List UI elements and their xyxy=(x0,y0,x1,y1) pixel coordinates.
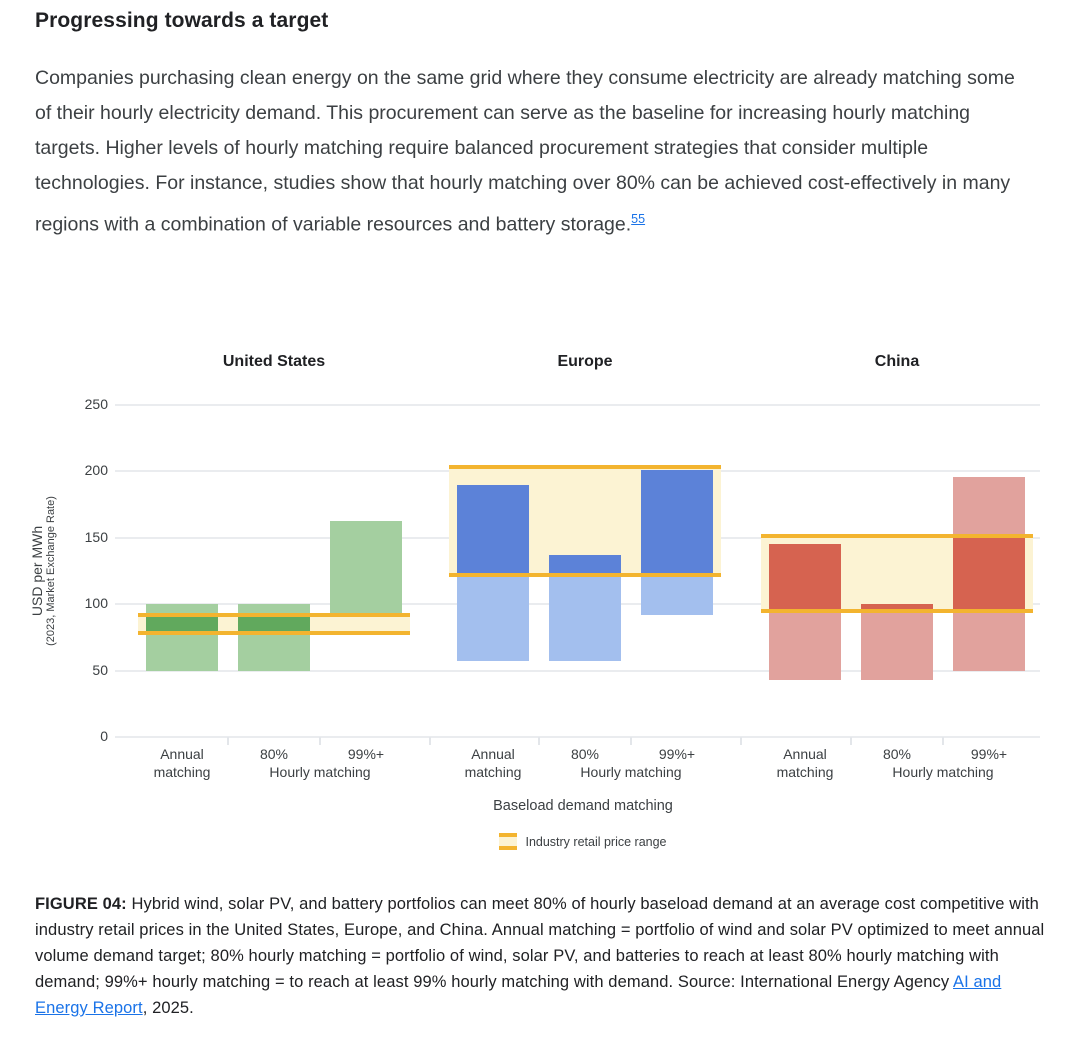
x-category-label: Hourly matching xyxy=(269,764,371,780)
x-category-label: 80% xyxy=(570,746,600,762)
section-heading: Progressing towards a target xyxy=(35,9,329,32)
axis-tick xyxy=(942,737,944,745)
x-category-label: matching xyxy=(776,764,834,780)
x-category-label: matching xyxy=(153,764,211,780)
gridline-0 xyxy=(115,736,1040,738)
x-category-label: 99%+ xyxy=(658,746,696,762)
chart-legend xyxy=(408,833,758,850)
figure-chart xyxy=(0,330,1070,890)
x-axis-title: Baseload demand matching xyxy=(493,798,673,814)
gridline-250 xyxy=(115,404,1040,406)
retail-price-band-bottom-line xyxy=(761,609,1033,613)
figure-caption xyxy=(35,891,1047,1021)
y-axis-title-sub: (2023, Market Exchange Rate) xyxy=(45,496,57,646)
bar-segment xyxy=(641,575,713,615)
retail-price-band-bottom-line xyxy=(449,573,721,577)
footnote-ref xyxy=(631,209,645,227)
bar-segment xyxy=(457,485,529,575)
bar-europe-80-hourly-matching xyxy=(549,555,621,661)
bar-china-80-hourly-matching xyxy=(861,604,933,680)
bar-segment xyxy=(330,521,402,615)
retail-price-band-bottom-line xyxy=(138,631,410,635)
y-tick-label: 50 xyxy=(92,661,108,678)
bar-segment xyxy=(953,477,1025,537)
figure-label: FIGURE 04: xyxy=(35,895,127,913)
bar-segment xyxy=(146,633,218,670)
footnote-55-link[interactable]: 55 xyxy=(631,212,646,226)
x-category-label: matching xyxy=(464,764,522,780)
caption-text-after: , 2025. xyxy=(142,999,194,1017)
panel-title-china: China xyxy=(874,353,920,370)
bar-segment xyxy=(953,611,1025,671)
panel-title-europe: Europe xyxy=(557,353,613,370)
x-category-label: 99%+ xyxy=(970,746,1008,762)
y-tick-label: 250 xyxy=(84,396,108,412)
bar-europe-99-hourly-matching xyxy=(641,470,713,615)
axis-tick xyxy=(850,737,852,745)
legend-label: Industry retail price range xyxy=(525,834,667,849)
bar-china-99-hourly-matching xyxy=(953,477,1025,671)
y-tick-label: 0 xyxy=(100,728,108,744)
x-category-label: Annual xyxy=(783,746,827,762)
axis-tick xyxy=(538,737,540,745)
y-axis-title-main: USD per MWh xyxy=(29,525,45,617)
axis-tick xyxy=(630,737,632,745)
x-category-label: Hourly matching xyxy=(892,764,994,780)
y-tick-label: 150 xyxy=(84,528,108,545)
intro-paragraph xyxy=(35,61,1020,243)
bar-segment xyxy=(641,470,713,575)
axis-tick xyxy=(429,737,431,745)
bar-segment xyxy=(238,633,310,670)
caption-text: Hybrid wind, solar PV, and battery portfolios can meet 80% of hourly baseload demand at an average cost competitive with industry retail prices in the United States, Europe, and China. Annual matching = portfolio of wind and solar PV optimized to meet annual volume demand target; 80% hourly matching = portfolio of wind, solar PV, and batteries to reach at least 80% hourly matching with demand; 99%+ hourly matching = to reach at least 99% hourly matching with demand. Source: International Energy Agency xyxy=(35,895,1045,991)
x-category-label: 80% xyxy=(259,746,289,762)
bar-segment xyxy=(769,611,841,680)
y-tick-label: 200 xyxy=(84,462,108,479)
bar-segment xyxy=(953,536,1025,610)
x-category-label: Annual xyxy=(160,746,204,762)
x-category-label: 99%+ xyxy=(347,746,385,762)
paragraph-text: Companies purchasing clean energy on the same grid where they consume electricity are already matching some of their hourly electricity demand. This procurement can serve as the baseline for increasing hourly matching targets. Higher levels of hourly matching require balanced procurement strategies that consider multiple technologies. For instance, studies show that hourly matching over 80% can be achieved cost-effectively in many regions with a combination of variable resources and battery storage. xyxy=(35,67,1015,236)
axis-tick xyxy=(740,737,742,745)
x-category-label: 80% xyxy=(882,746,912,762)
bar-united-states-99-hourly-matching xyxy=(330,521,402,615)
iea-report-link[interactable]: AI and Energy Report xyxy=(35,973,1002,1017)
retail-price-range-swatch-icon xyxy=(499,833,517,850)
bar-segment xyxy=(549,575,621,661)
panel-title-united-states: United States xyxy=(222,353,326,370)
axis-tick xyxy=(227,737,229,745)
bar-segment xyxy=(769,544,841,610)
x-category-label: Annual xyxy=(471,746,515,762)
axis-tick xyxy=(319,737,321,745)
bar-segment xyxy=(549,555,621,575)
x-category-label: Hourly matching xyxy=(580,764,682,780)
retail-price-band-top-line xyxy=(449,465,721,469)
retail-price-band-top-line xyxy=(138,613,410,617)
bar-segment xyxy=(457,575,529,661)
retail-price-band-top-line xyxy=(761,534,1033,538)
y-tick-label: 100 xyxy=(84,595,108,612)
bar-segment xyxy=(861,611,933,680)
